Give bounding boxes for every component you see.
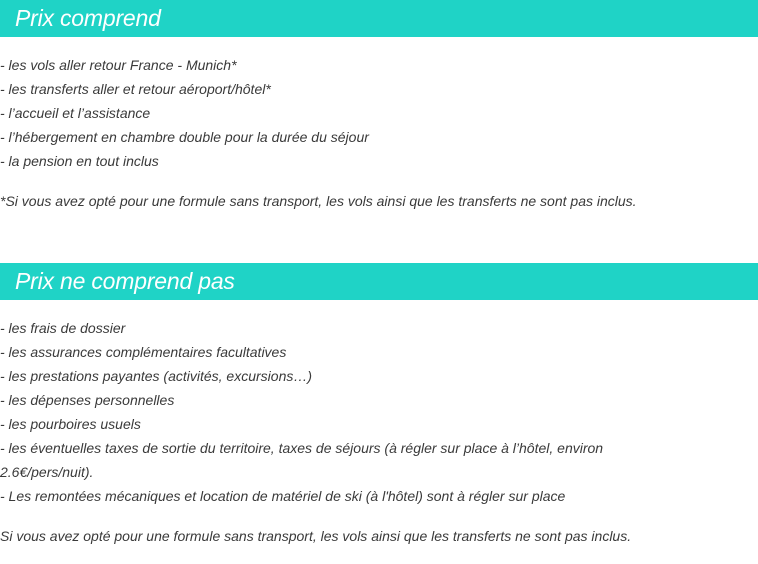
list-item: - les transferts aller et retour aéroport/hôtel* bbox=[0, 81, 271, 97]
list-item: - l’accueil et l’assistance bbox=[0, 105, 151, 121]
included-list bbox=[0, 53, 640, 173]
list-item: - la pension en tout inclus bbox=[0, 153, 159, 169]
list-item: - les vols aller retour France - Munich* bbox=[0, 57, 237, 73]
section-title-included: Prix comprend bbox=[15, 5, 161, 31]
included-footnote: *Si vous avez opté pour une formule sans transport, les vols ainsi que les transferts ne sont pas inclus. bbox=[0, 193, 637, 209]
list-item: - les assurances complémentaires facultatives bbox=[0, 344, 287, 360]
list-item: - les pourboires usuels bbox=[0, 416, 141, 432]
list-item: - les frais de dossier bbox=[0, 320, 126, 336]
list-item: - l’hébergement en chambre double pour la durée du séjour bbox=[0, 129, 369, 145]
list-item: - les éventuelles taxes de sortie du territoire, taxes de séjours (à régler sur place à l’hôtel, environ 2.6€/pers/nuit). bbox=[0, 440, 604, 480]
section-title-not-included: Prix ne comprend pas bbox=[15, 268, 235, 294]
list-item: - Les remontées mécaniques et location de matériel de ski (à l'hôtel) sont à régler sur place bbox=[0, 488, 566, 504]
not-included-list bbox=[0, 316, 640, 508]
list-item: - les prestations payantes (activités, excursions…) bbox=[0, 368, 313, 384]
section-header-included bbox=[0, 0, 758, 37]
section-header-not-included bbox=[0, 263, 758, 300]
not-included-footnote: Si vous avez opté pour une formule sans transport, les vols ainsi que les transferts ne sont pas inclus. bbox=[0, 528, 632, 544]
list-item: - les dépenses personnelles bbox=[0, 392, 175, 408]
